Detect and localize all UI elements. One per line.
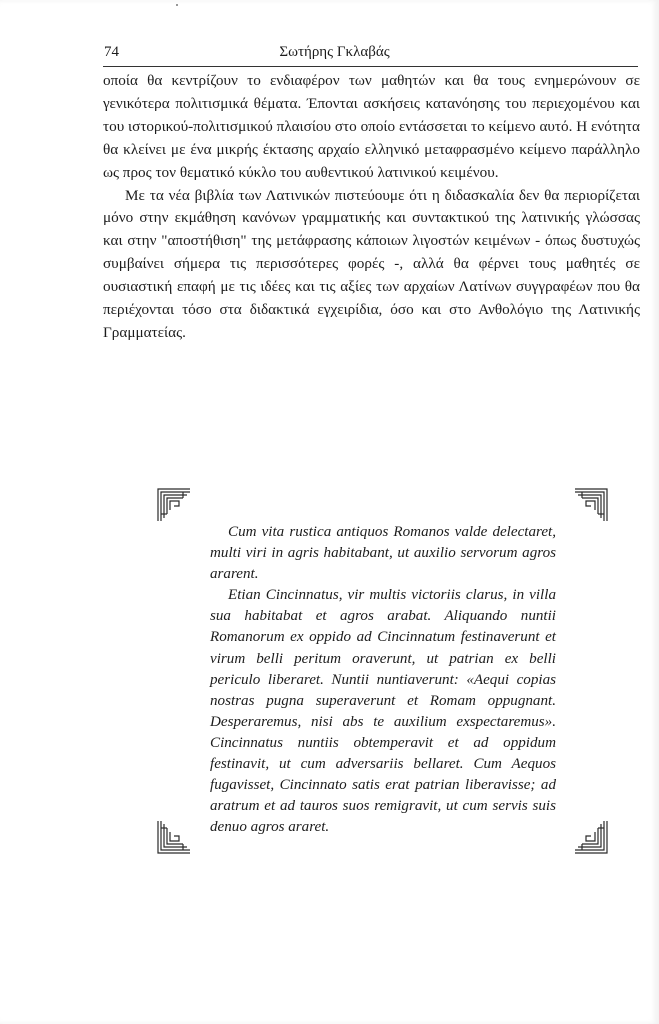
page-number: 74 — [104, 44, 119, 60]
meander-corner-icon — [157, 820, 191, 854]
scan-speck — [176, 4, 178, 6]
latin-passage — [210, 522, 556, 838]
header-rule — [103, 66, 638, 67]
body-paragraph: Με τα νέα βιβλία των Λατινικών πιστεύουμε ότι η διδασκαλία δεν θα περιορίζεται μόνο στην εκμάθηση κανόνων γραμματικής και συντακτικού της λατινικής γλώσσας και στην "αποστήθιση" της μετάφρασης κάποιων λιγοστών κειμένων - όπως δυστυχώς συμβαίνει σήμερα τις περισσότερες φορές -, αλλά θα φέρνει τους μαθητές σε ουσιαστική επαφή με τις ιδέες και τις αξίες των αρχαίων Λατίνων συγγραφέων που θα περιέχονται τόσο στα διδακτικά εγχειρίδια, όσο και στο Ανθολόγιο της Λατινικής Γραμματείας. — [103, 186, 640, 341]
latin-paragraph: Etian Cincinnatus, vir multis victoriis clarus, in villa sua habitabat et agros arabat. Aliquando nuntii Romanorum ex oppido ad Cincinnatum festinaverunt et virum belli peritum oraverunt, ut patrian ex belli periculo liberaret. Nuntii nuntiaverunt: «Aequi copias nostras pugna superaverunt et Romam oppugnant. Desperaremus, nisi abs te auxilium exspectaremus». Cincinnatus nuntiis obtemperavit et ad oppidum festinavit, ut cum adversariis bellaret. Cum Aequos fugavisset, Cincinnato satis erat patrian liberavisse; ad aratrum et ad tauros suos remigravit, ut cum servis suis denuo agros araret. — [210, 587, 556, 836]
body-paragraph: οποία θα κεντρίζουν το ενδιαφέρον των μαθητών και θα τους ενημερώνουν σε γενικότερα πολιτισμικά θέματα. Έπονται ασκήσεις κατανόησης του περιεχομένου και του ιστορικού-πολιτισμικού πλαισίου στο οποίο εντάσσεται το κείμενο αυτό. Η ενότητα θα κλείνει με ένα μικρής έκτασης αρχαίο ελληνικό μεταφρασμένο κείμενο παράλληλο ως προς τον θεματικό κύκλο του αυθεντικού λατινικού κειμένου. — [103, 72, 640, 181]
meander-corner-icon — [574, 488, 608, 522]
latin-paragraph: Cum vita rustica antiquos Romanos valde delectaret, multi viri in agris habitabant, ut auxilio servorum agros ararent. — [210, 524, 556, 583]
latin-passage-frame — [157, 488, 608, 854]
body-text — [103, 70, 640, 345]
meander-corner-icon — [574, 820, 608, 854]
running-head: Σωτήρης Γκλαβάς — [279, 44, 390, 60]
meander-corner-icon — [157, 488, 191, 522]
